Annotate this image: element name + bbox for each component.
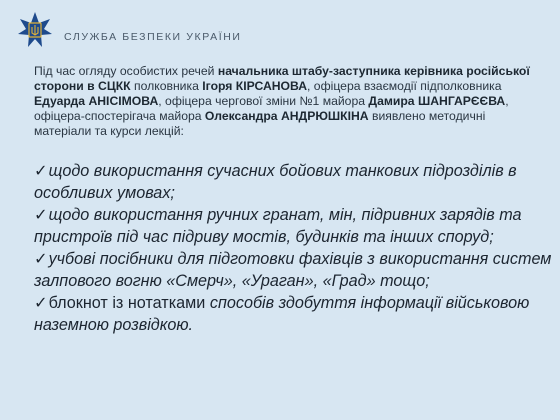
intro-bold: Олександра АНДРЮШКІНА [204,109,369,123]
intro-text: виявлено методичні матеріали та курси лекцій: [34,109,486,138]
intro-bold: начальника штабу-заступника керівника російської сторони в СЦКК [34,64,530,93]
list-item [34,248,554,292]
list-item [34,160,554,204]
intro-paragraph [34,64,534,139]
intro-text: Під час огляду особистих речей [34,64,218,78]
intro-text: , офіцера-спостерігача майора [34,94,509,123]
list-item [34,292,554,336]
list-item-text-italic: способів здобуття інформації військовою наземною розвідкою. [34,294,530,334]
list-item [34,204,554,248]
checkmark-icon: ✓ [34,294,48,312]
header [0,0,560,62]
findings-list [34,160,554,336]
intro-text: полковника [130,79,203,93]
list-item-text: блокнот із нотатками [48,294,210,312]
checkmark-icon: ✓ [34,250,48,268]
intro-text: , офіцера взаємодії підполковника [307,79,502,93]
list-item-text: щодо використання сучасних бойових танкових підрозділів в особливих умовах; [34,162,517,202]
checkmark-icon: ✓ [34,206,48,224]
list-item-text: учбові посібники для підготовки фахівців з використання систем залпового вогню «Смерч», «Ураган», «Град» тощо; [34,250,552,290]
intro-bold: Ігоря КІРСАНОВА [202,79,308,93]
intro-bold: Едуарда АНІСІМОВА [34,94,159,108]
list-item-text: щодо використання ручних гранат, мін, підривних зарядів та пристроїв під час підриву мостів, будинків та інших споруд; [34,206,522,246]
organization-name: СЛУЖБА БЕЗПЕКИ УКРАЇНИ [64,31,242,43]
checkmark-icon: ✓ [34,162,48,180]
intro-text: , офіцера чергової зміни №1 майора [158,94,369,108]
intro-bold: Дамира ШАНГАРЄЄВА [368,94,506,108]
sbu-emblem-icon [18,12,52,48]
